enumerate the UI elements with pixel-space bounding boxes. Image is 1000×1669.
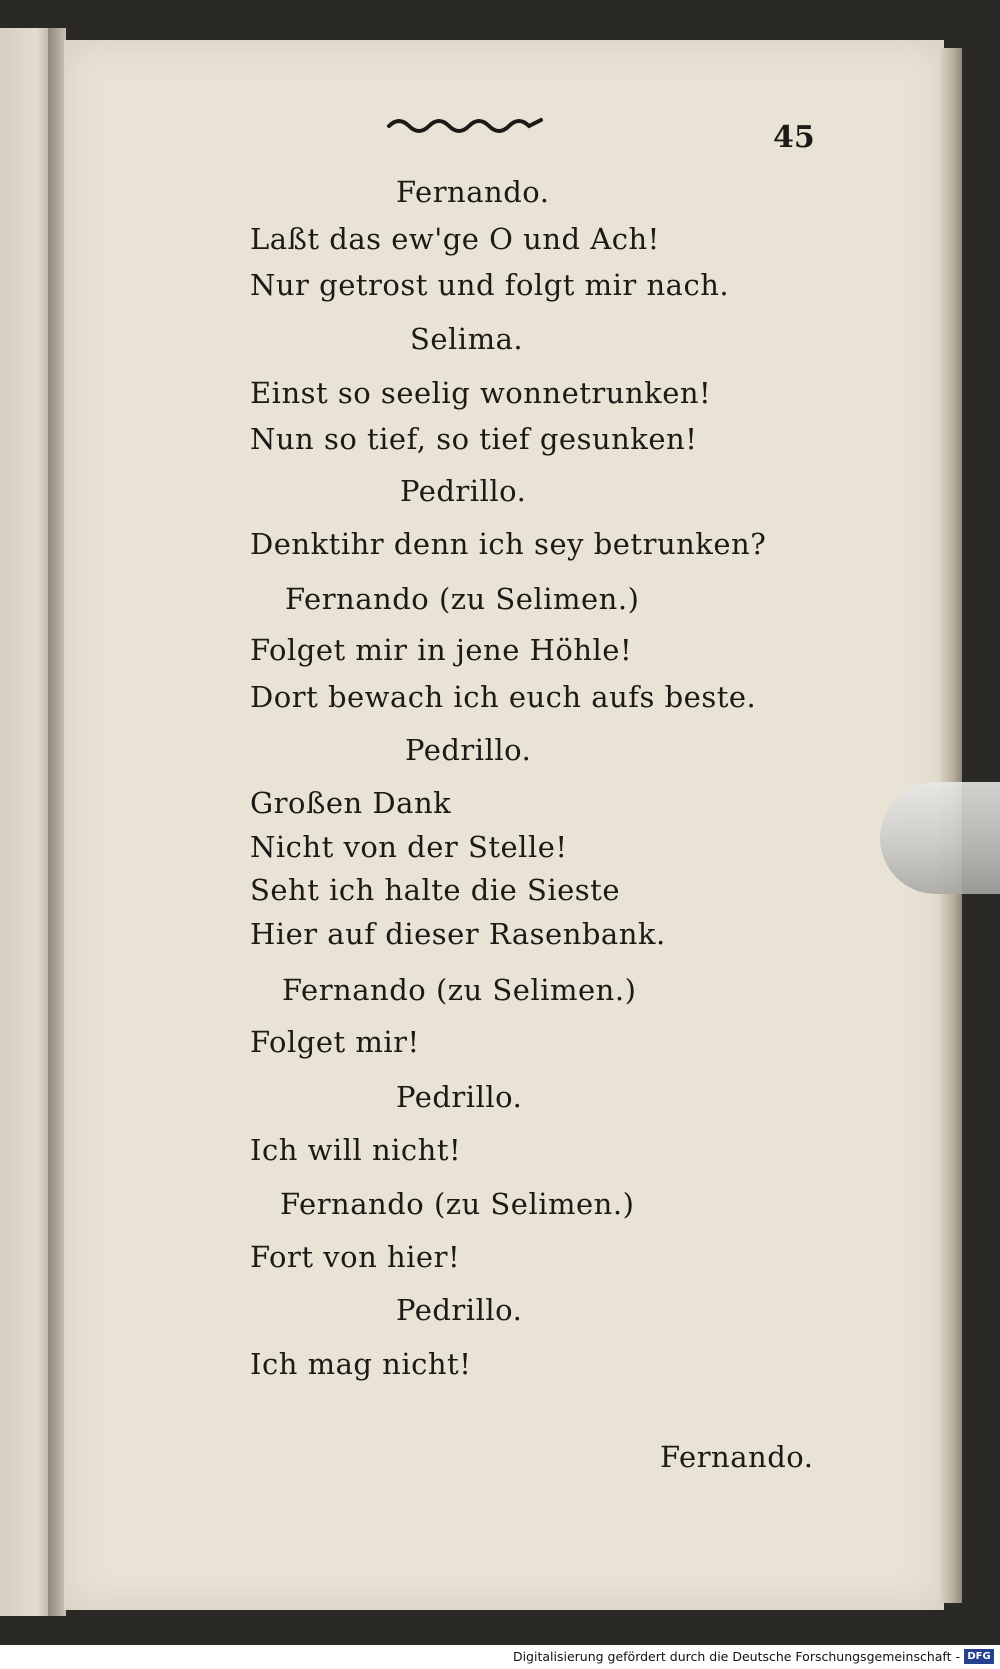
dfg-logo: DFG [964,1649,994,1664]
verse-line: Ich will nicht! [250,1133,462,1167]
verse-line: Fort von hier! [250,1240,461,1274]
catchword: Fernando. [660,1440,814,1474]
speaker-pedrillo: Pedrillo. [396,1293,523,1327]
page-holder-clip [880,782,1000,894]
verse-line: Nicht von der Stelle! [250,830,568,864]
verse-line: Großen Dank [250,786,452,820]
verse-line: Einst so seelig wonnetrunken! [250,376,712,410]
verse-line: Denktihr denn ich sey betrunken? [250,527,767,561]
speaker-fernando-direction: Fernando (zu Selimen.) [280,1187,635,1221]
verse-line: Dort bewach ich euch aufs beste. [250,680,757,714]
speaker-fernando-direction: Fernando (zu Selimen.) [282,973,637,1007]
page-number: 45 [773,120,815,155]
verse-line: Laßt das ew'ge O und Ach! [250,222,660,256]
wavy-ornament [385,112,545,136]
speaker-pedrillo: Pedrillo. [405,733,532,767]
speaker-pedrillo: Pedrillo. [396,1080,523,1114]
speaker-fernando-direction: Fernando (zu Selimen.) [285,582,640,616]
verse-line: Nun so tief, so tief gesunken! [250,422,698,456]
verse-line: Folget mir in jene Höhle! [250,633,633,667]
verse-line: Seht ich halte die Sieste [250,873,620,907]
speaker-fernando: Fernando. [396,175,550,209]
footer-bar [0,1645,1000,1669]
verse-line: Ich mag nicht! [250,1347,472,1381]
speaker-selima: Selima. [410,322,524,356]
verse-line: Nur getrost und folgt mir nach. [250,268,730,302]
verse-line: Hier auf dieser Rasenbank. [250,917,666,951]
left-page-edge [0,28,52,1616]
speaker-pedrillo: Pedrillo. [400,474,527,508]
verse-line: Folget mir! [250,1025,420,1059]
footer-credit: Digitalisierung gefördert durch die Deutsche Forschungsgemeinschaft - [512,1649,960,1664]
